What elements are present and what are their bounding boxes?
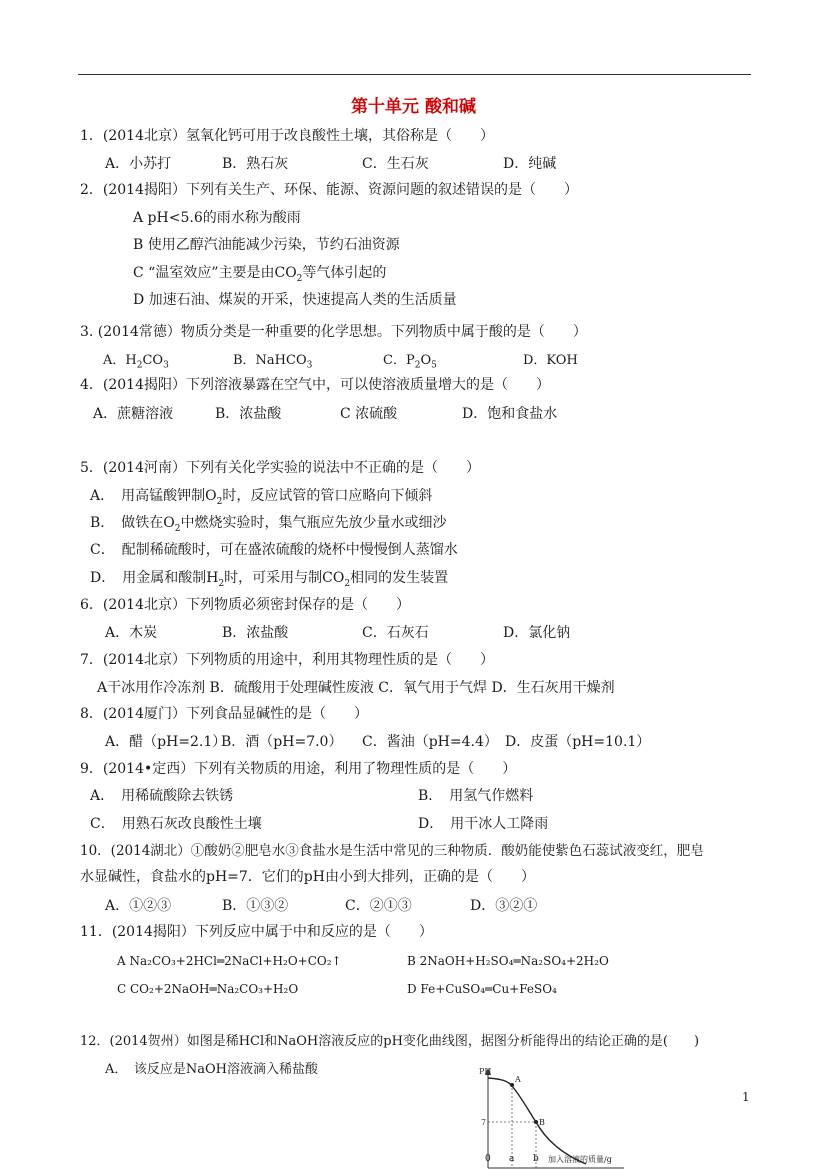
q4-option-b: B．浓盐酸: [215, 406, 282, 422]
q6-option-b: B．浓盐酸: [222, 625, 289, 641]
graph-point-a: [510, 1083, 514, 1087]
page-title: 第十单元 酸和碱: [351, 97, 476, 117]
question-9-stem: 9．(2014•定西）下列有关物质的用途，利用了物理性质的是（ ）: [80, 761, 517, 777]
q9-option-d: D． 用干冰人工降雨: [418, 816, 549, 832]
q3-option-c: C．$P_2O_5$: [383, 353, 437, 371]
question-7-stem: 7．(2014北京）下列物质的用途中，利用其物理性质的是（ ）: [80, 652, 494, 668]
q8-option-c: C．酱油（pH=4.4）: [362, 734, 498, 750]
q8-option-a: A．醋（pH=2.1）: [105, 734, 227, 750]
question-10-stem-line1: 10．(2014湖北）①酸奶②肥皂水③食盐水是生活中常见的三种物质．酸奶能使紫色石蕊试液变红，肥皂: [80, 843, 704, 859]
q8-option-d: D．皮蛋（pH=10.1）: [505, 734, 651, 750]
q8-option-b: B．酒（pH=7.0）: [221, 734, 343, 750]
question-5-stem: 5．(2014河南）下列有关化学实验的说法中不正确的是（ ）: [80, 460, 480, 476]
q1-option-c: C．生石灰: [362, 156, 429, 172]
page-number: 1: [742, 1090, 750, 1104]
question-8-stem: 8．(2014厦门）下列食品显碱性的是（ ）: [80, 706, 368, 722]
q10-option-a: A．①②③: [105, 898, 172, 914]
q6-option-d: D．氯化钠: [503, 625, 571, 641]
q9-option-a: A． 用稀硫酸除去铁锈: [90, 788, 234, 804]
graph-point-a-label: A: [515, 1075, 521, 1084]
q11-option-a: A Na₂CO₃+2HCl═2NaCl+H₂O+CO₂↑: [117, 954, 342, 968]
q12-option-a: A． 该反应是NaOH溶液滴入稀盐酸: [105, 1062, 319, 1077]
graph-x-label: 加入溶液的质量/g: [548, 1155, 612, 1164]
header-rule: [78, 74, 751, 75]
q3-option-a: A．$H_2CO_3$: [103, 353, 169, 371]
q11-option-b: B 2NaOH+H₂SO₄═Na₂SO₄+2H₂O: [407, 954, 609, 968]
q1-option-d: D．纯碱: [503, 156, 557, 172]
question-10-stem-line2: 水显碱性，食盐水的pH=7．它们的pH由小到大排列，正确的是（ ）: [80, 869, 535, 885]
graph-y-tick-7: 7: [481, 1118, 487, 1127]
graph-point-b: [534, 1120, 538, 1124]
q4-option-d: D．饱和食盐水: [462, 406, 558, 422]
q2-option-c: C “温室效应”主要是由$CO_2$等气体引起的: [133, 265, 387, 284]
q4-option-c: C 浓硫酸: [340, 406, 398, 422]
q10-option-c: C．②①③: [345, 898, 412, 914]
q5-option-b: B． 做铁在$O_2$中燃烧实验时，集气瓶应先放少量水或细沙: [90, 515, 447, 534]
graph-x-tick-0: 0: [485, 1154, 491, 1164]
q1-option-b: B．熟石灰: [222, 156, 289, 172]
question-12-stem: 12．(2014贺州）如图是稀HCl和NaOH溶液反应的pH变化曲线图，据图分析能得出的结论正确的是( ): [80, 1034, 700, 1049]
question-4-stem: 4．(2014揭阳）下列溶液暴露在空气中，可以使溶液质量增大的是（ ）: [80, 377, 550, 393]
q7-options: A干冰用作冷冻剂 B．硫酸用于处理碱性废液 C．氧气用于气焊 D．生石灰用干燥剂: [97, 680, 615, 696]
question-6-stem: 6．(2014北京）下列物质必须密封保存的是（ ）: [80, 597, 410, 613]
graph-point-b-label: B: [539, 1118, 545, 1127]
q5-option-a: A． 用高锰酸钾制$O_2$时，反应试管的管口应略向下倾斜: [90, 488, 433, 507]
question-2-stem: 2．(2014揭阳）下列有关生产、环保、能源、资源问题的叙述错误的是（ ）: [80, 182, 578, 198]
question-1-stem: 1．(2014北京）氢氧化钙可用于改良酸性土壤，其俗称是（ ）: [80, 128, 494, 144]
question-11-stem: 11．(2014揭阳）下列反应中属于中和反应的是（ ）: [80, 924, 433, 940]
q2-option-b: B 使用乙醇汽油能减少污染，节约石油资源: [133, 237, 400, 253]
q2-option-a: A pH<5.6的雨水称为酸雨: [133, 210, 301, 226]
q9-option-b: B． 用氢气作燃料: [418, 788, 534, 804]
q5-option-c: C． 配制稀硫酸时，可在盛浓硫酸的烧杯中慢慢倒人蒸馏水: [90, 542, 458, 558]
q2-option-d: D 加速石油、煤炭的开采，快速提高人类的生活质量: [133, 292, 457, 308]
q10-option-d: D．③②①: [470, 898, 538, 914]
graph-x-tick-a: a: [509, 1154, 515, 1164]
graph-y-label: PH: [479, 1067, 492, 1076]
q11-option-d: D Fe+CuSO₄═Cu+FeSO₄: [407, 982, 557, 996]
q6-option-c: C．石灰石: [362, 625, 429, 641]
q3-option-d: D．KOH: [523, 353, 578, 368]
q9-option-c: C． 用熟石灰改良酸性土壤: [90, 816, 262, 832]
q6-option-a: A．木炭: [105, 625, 158, 641]
q11-option-c: C CO₂+2NaOH═Na₂CO₃+H₂O: [117, 982, 299, 996]
q5-option-d: D． 用金属和酸制$H_2$时，可采用与制$CO_2$相同的发生装置: [90, 570, 449, 589]
q10-option-b: B．①③②: [222, 898, 289, 914]
q1-option-a: A．小苏打: [105, 156, 172, 172]
question-3-stem: 3. (2014常德）物质分类是一种重要的化学思想。下列物质中属于酸的是（ ）: [80, 324, 587, 340]
q3-option-b: B．NaHCO$_3$: [233, 353, 313, 371]
q4-option-a: A．蔗糖溶液: [93, 406, 174, 422]
graph-x-tick-b: b: [533, 1154, 539, 1164]
